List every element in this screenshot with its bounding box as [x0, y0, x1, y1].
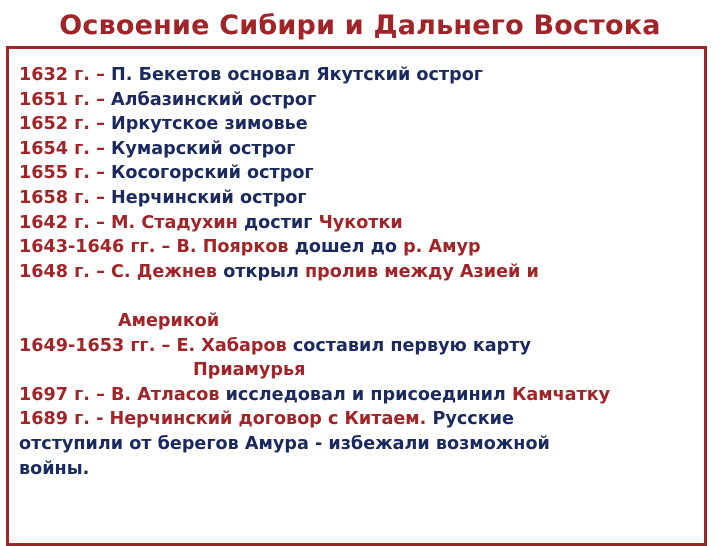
item-date: 1632 г. – [19, 65, 105, 85]
item-text: Русские [432, 409, 514, 430]
timeline-item [19, 137, 707, 162]
timeline-item [19, 88, 707, 113]
item-text: Иркутское зимовье [111, 114, 308, 135]
timeline-item [19, 383, 707, 408]
timeline-item [19, 112, 707, 137]
item-date: 1642 г. – М. Стадухин [19, 212, 238, 233]
item-date: 1648 г. – С. Дежнев [19, 261, 218, 282]
item-text: Нерчинский острог [111, 187, 307, 208]
item-text: П. Бекетов основал Якутский острог [111, 65, 483, 85]
item-text: Косогорский острог [111, 163, 314, 184]
item-place: р. Амур [403, 237, 481, 258]
timeline-item [19, 161, 707, 186]
timeline-item [19, 211, 707, 236]
item-place: пролив между Азией и [304, 261, 539, 282]
content-frame [6, 46, 707, 546]
timeline-item [19, 334, 707, 359]
item-date: 1652 г. – [19, 114, 105, 135]
item-date: 1651 г. – [19, 89, 105, 110]
item-text: дошел до [294, 237, 397, 258]
spacer [19, 284, 707, 309]
slide-title: Освоение Сибири и Дальнего Востока [59, 10, 661, 41]
timeline-item [19, 235, 707, 260]
item-date: 1643-1646 гг. – В. Поярков [19, 237, 289, 258]
item-text: открыл [223, 261, 299, 282]
timeline-item [19, 260, 707, 285]
item-text: исследовал и присоединил [225, 384, 506, 405]
item-place: Приамурья [193, 360, 306, 381]
timeline-item-continuation [19, 309, 707, 334]
item-text: Албазинский острог [111, 89, 317, 110]
item-place: Америкой [118, 310, 220, 331]
item-place: Камчатку [511, 384, 611, 405]
timeline-list [19, 63, 707, 481]
item-date: 1689 г. - Нерчинский договор с Китаем. [19, 409, 427, 430]
timeline-item [19, 407, 707, 432]
item-text: достиг [243, 212, 313, 233]
item-date: 1658 г. – [19, 187, 105, 208]
item-text: составил первую карту [292, 335, 531, 356]
item-date: 1655 г. – [19, 163, 105, 184]
item-text: Кумарский острог [111, 138, 296, 159]
item-date: 1654 г. – [19, 138, 105, 159]
timeline-item-continuation [19, 358, 707, 383]
item-date: 1697 г. – В. Атласов [19, 384, 220, 405]
item-place: Чукотки [318, 212, 403, 233]
timeline-item-continuation: войны. [19, 458, 90, 479]
timeline-item-continuation: отступили от берегов Амура - избежали возможной [19, 433, 550, 454]
timeline-item [19, 186, 707, 211]
timeline-item [19, 63, 707, 88]
item-date: 1649-1653 гг. – Е. Хабаров [19, 335, 287, 356]
